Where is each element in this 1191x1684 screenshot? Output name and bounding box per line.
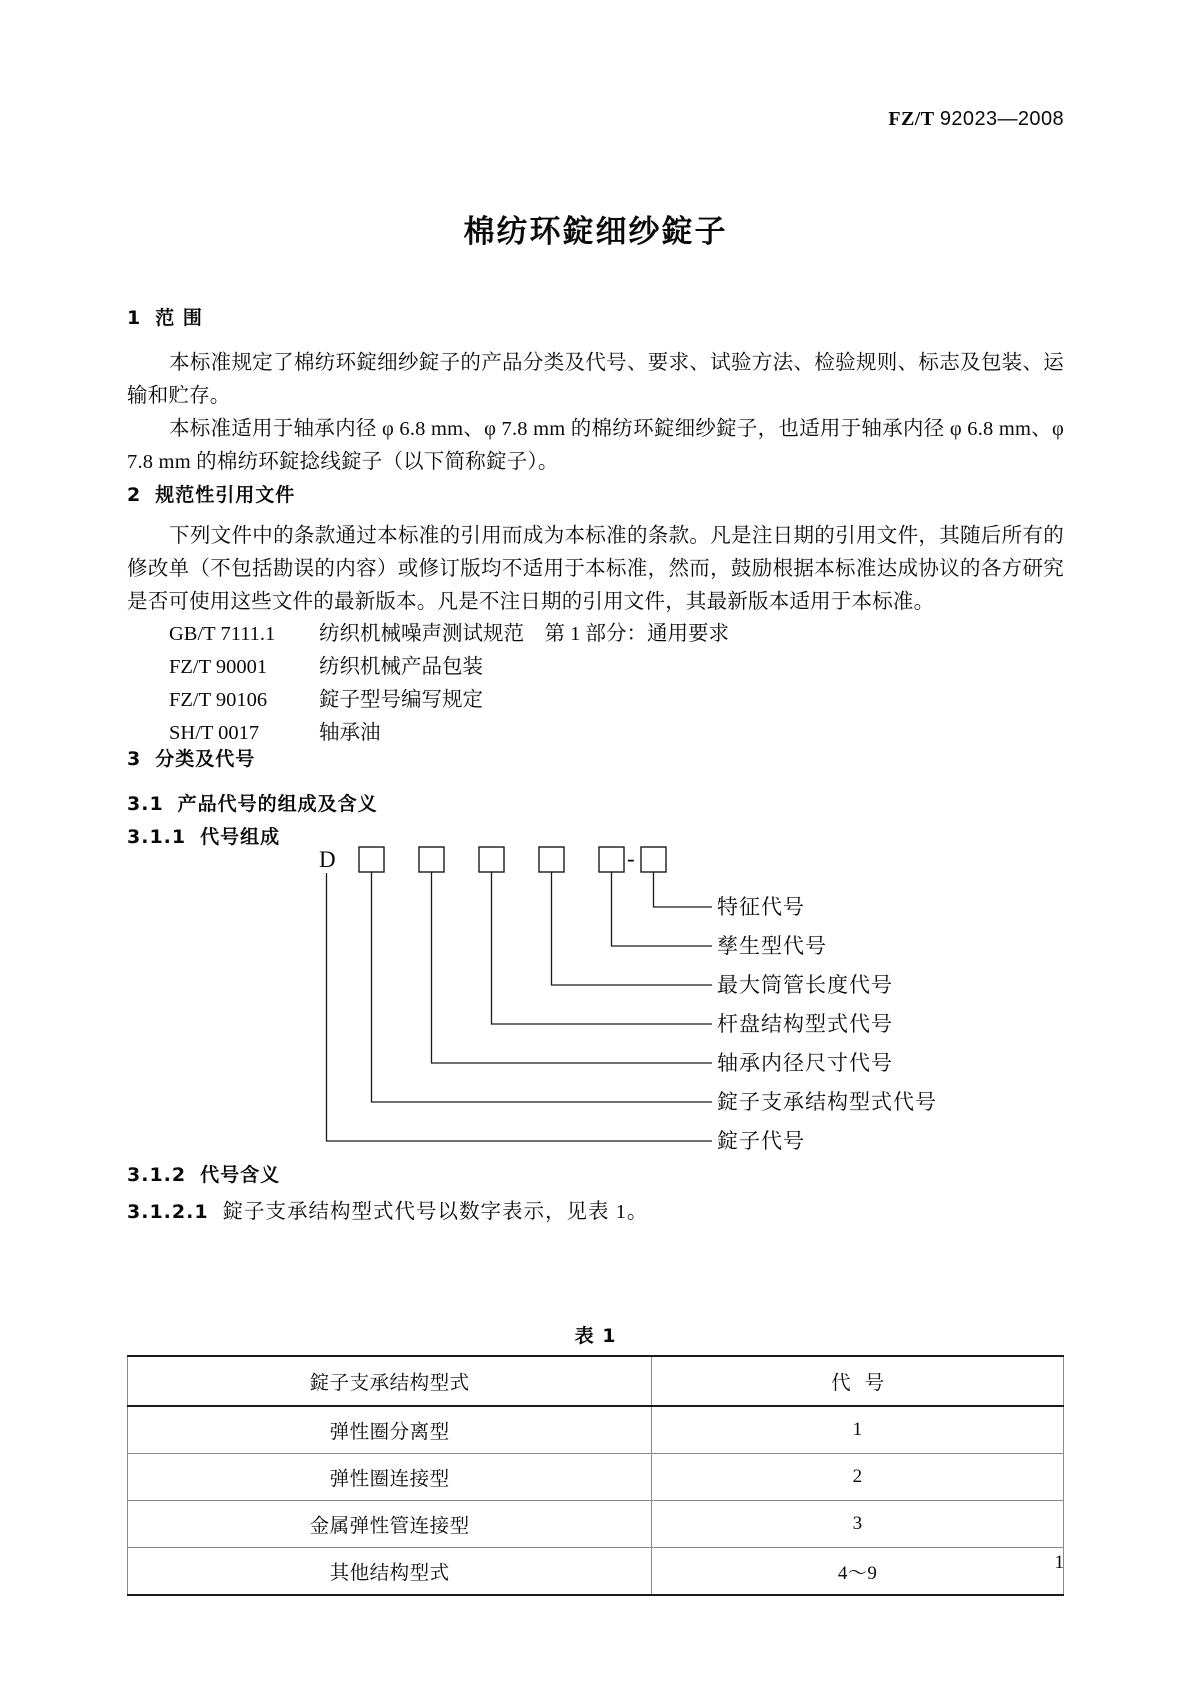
diagram-box-2 [419,847,444,872]
reference-title: 錠子型号编写规定 [319,689,483,711]
clause-1-paragraph-1: 本标准规定了棉纺环錠细纱錠子的产品分类及代号、要求、试验方法、检验规则、标志及包装、运输和贮存。 [127,352,1064,407]
table-row [128,1501,1064,1548]
table-caption: 表 1 [574,1325,617,1347]
table-spindle-support-codes [127,1355,1064,1596]
clause-number-1: 1 [127,307,142,329]
cell-code: 3 [652,1501,1064,1548]
cell-type: 金属弹性管连接型 [128,1501,652,1548]
clause-heading-1 [127,303,1064,330]
clause-heading-3-1-2 [127,1160,1064,1187]
table-row [128,1548,1064,1596]
cell-code: 1 [652,1406,1064,1454]
diagram-label-6: 錠子代号 [717,1129,805,1153]
clause-title-3-1-2: 代号含义 [200,1164,281,1186]
diagram-box-5 [599,847,624,872]
diagram-box-1 [359,847,384,872]
clause-number-3-1-2: 3.1.2 [127,1164,187,1186]
diagram-box-4 [539,847,564,872]
clause-heading-3-1-2-1 [127,1194,1064,1224]
clause-heading-3 [127,744,1064,771]
normative-reference-list [127,618,1064,750]
clause-heading-3-1 [127,789,1064,816]
diagram-label-5: 錠子支承结构型式代号 [717,1090,937,1114]
standard-prefix: FZ/T [888,108,935,130]
cell-type: 其他结构型式 [128,1548,652,1596]
cell-code: 4～9 [652,1548,1064,1596]
cell-code: 2 [652,1454,1064,1501]
standard-number: 92023—2008 [939,108,1064,130]
reference-code: FZ/T 90106 [169,689,268,711]
reference-code: FZ/T 90001 [169,656,268,678]
table-row [128,1406,1064,1454]
clause-number-2: 2 [127,484,142,506]
clause-number-3: 3 [127,748,142,770]
diagram-label-4: 轴承内径尺寸代号 [717,1051,893,1075]
page-title: 棉纺环錠细纱錠子 [463,214,728,250]
diagram-label-2: 最大筒管长度代号 [717,973,893,997]
clause-title-1: 范 围 [155,307,203,329]
clause-number-3-1-2-1: 3.1.2.1 [127,1201,209,1223]
diagram-label-3: 杆盘结构型式代号 [717,1012,893,1036]
cell-type: 弹性圈连接型 [128,1454,652,1501]
reference-code: GB/T 7111.1 [169,623,276,645]
table-header-row [128,1356,1064,1406]
clause-2-paragraph-1: 下列文件中的条款通过本标准的引用而成为本标准的条款。凡是注日期的引用文件，其随后所有的修改单（不包括勘误的内容）或修订版均不适用于本标准，然而，鼓励根据本标准达成协议的各方研究是否可使用这些文件的最新版本。凡是不注日期的引用文件，其最新版本适用于本标准。 [127,525,1064,613]
clause-number-3-1: 3.1 [127,793,164,815]
clause-number-3-1-1: 3.1.1 [127,826,187,848]
diagram-separator: - [627,846,635,871]
reference-item [127,684,1064,717]
clause-title-3-1: 产品代号的组成及含义 [177,793,378,815]
diagram-label-1: 孳生型代号 [717,934,827,958]
clause-title-3: 分类及代号 [155,748,256,770]
page-number: 1 [1054,1552,1064,1573]
diagram-box-6 [641,847,666,872]
clause-heading-2 [127,480,1064,507]
code-composition-diagram [127,845,1064,1165]
reference-code: SH/T 0017 [169,722,260,744]
column-header-type: 錠子支承结构型式 [128,1356,652,1406]
cell-type: 弹性圈分离型 [128,1406,652,1454]
reference-title: 纺织机械噪声测试规范 第 1 部分：通用要求 [319,623,729,645]
reference-title: 纺织机械产品包装 [319,656,483,678]
diagram-label-0: 特征代号 [717,895,805,919]
reference-item [127,618,1064,651]
diagram-prefix-letter: D [319,847,336,872]
table-row [128,1454,1064,1501]
clause-title-3-1-1: 代号组成 [200,826,281,848]
running-header [888,108,1064,131]
column-header-code: 代号 [652,1356,1064,1406]
clause-title-2: 规范性引用文件 [155,484,296,506]
reference-title: 轴承油 [319,722,381,744]
clause-1-paragraph-2: 本标准适用于轴承内径 φ 6.8 mm、φ 7.8 mm 的棉纺环錠细纱錠子，也适用于轴承内径 φ 6.8 mm、φ 7.8 mm 的棉纺环錠捻线錠子（以下简称錠子）。 [127,418,1064,473]
clause-text-3-1-2-1: 錠子支承结构型式代号以数字表示，见表 1。 [222,1201,649,1223]
reference-item [127,651,1064,684]
diagram-box-3 [479,847,504,872]
